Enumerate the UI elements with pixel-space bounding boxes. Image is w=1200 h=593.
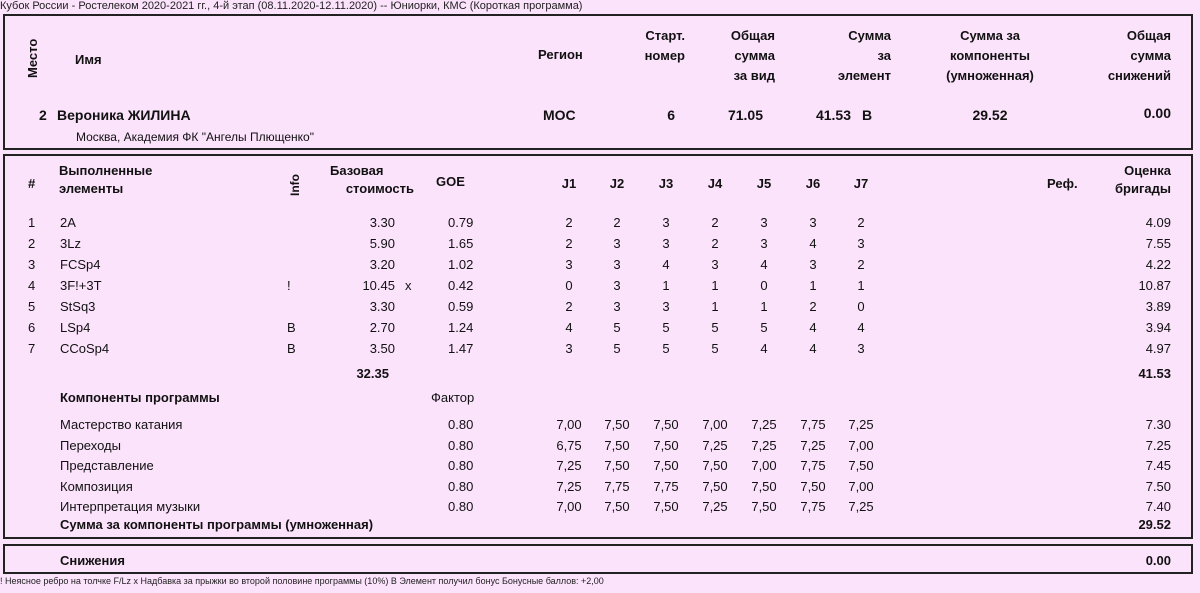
judge-score: 1: [857, 278, 865, 293]
judge-score: 2: [613, 215, 621, 230]
component-name: Переходы: [60, 437, 121, 453]
judge-score: 5: [760, 320, 768, 335]
judge-header: J3: [658, 176, 674, 191]
element-base-value: 3.30: [369, 215, 395, 230]
num-header: #: [28, 176, 36, 191]
factor-header: Фактор: [431, 390, 475, 405]
element-goe: 1.02: [448, 257, 474, 272]
element-x-mark: x: [405, 278, 412, 293]
judge-header: J5: [756, 176, 772, 191]
judge-score: 4: [809, 236, 817, 251]
component-factor: 0.80: [448, 458, 474, 473]
judge-component-score: 7,75: [800, 458, 826, 473]
name-header: Имя: [75, 52, 102, 67]
judge-component-score: 7,50: [702, 458, 728, 473]
judge-score: 2: [565, 236, 573, 251]
judge-score: 1: [711, 278, 719, 293]
judge-score: 2: [565, 215, 573, 230]
judge-score: 3: [565, 257, 573, 272]
element-num: 5: [28, 299, 36, 314]
element-name: 2A: [60, 215, 76, 230]
judge-component-score: 7,50: [604, 437, 630, 453]
judge-component-score: 7,50: [751, 478, 777, 494]
element-name: CCoSp4: [60, 341, 110, 356]
element-score-header: Сумма за элемент: [837, 28, 891, 83]
judge-component-score: 7,25: [702, 499, 728, 514]
judge-score: 4: [760, 341, 768, 356]
judge-component-score: 7,50: [653, 499, 679, 514]
judge-score: 3: [711, 257, 719, 272]
element-info: B: [287, 320, 296, 335]
judge-component-score: 7,00: [751, 458, 777, 473]
element-row: [5, 318, 1197, 338]
judge-score: 5: [662, 341, 670, 356]
deductions-label: Снижения: [60, 553, 125, 568]
skater-summary-box: [3, 14, 1193, 150]
judge-score: 3: [662, 299, 670, 314]
element-num: 6: [28, 320, 36, 335]
judge-component-score: 7,25: [751, 417, 777, 432]
judge-component-score: 7,50: [604, 458, 630, 473]
goe-header: GOE: [436, 174, 465, 189]
start-no-header: Старт. номер: [644, 28, 685, 63]
judge-component-score: 7,75: [604, 478, 630, 494]
element-info: !: [287, 278, 291, 293]
score-details-box: [3, 154, 1193, 539]
judge-header: J7: [853, 176, 869, 191]
judge-score: 0: [565, 278, 573, 293]
element-panel-score: 7.55: [1145, 236, 1171, 251]
component-name: Интерпретация музыки: [60, 499, 201, 514]
judge-header: J4: [707, 176, 723, 191]
element-goe: 1.47: [448, 341, 474, 356]
deductions-box: [3, 544, 1193, 574]
judge-component-score: 7,50: [702, 478, 728, 494]
components-total-value: 29.52: [1138, 517, 1171, 532]
component-score: 7.40: [1145, 499, 1171, 514]
judge-component-score: 7,25: [751, 437, 777, 453]
judge-score: 3: [613, 257, 621, 272]
component-row: [5, 436, 1197, 456]
judge-score: 3: [857, 341, 865, 356]
judge-header: J2: [609, 176, 625, 191]
element-panel-score: 4.22: [1145, 257, 1171, 272]
element-base-value: 3.50: [369, 341, 395, 356]
skater-region: МОС: [543, 107, 576, 123]
judge-score: 0: [857, 299, 865, 314]
total-segment-header: Общая сумма за вид: [730, 28, 775, 83]
skater-club: Москва, Академия ФК "Ангелы Плющенко": [76, 130, 314, 144]
judge-score: 1: [760, 299, 768, 314]
judge-score: 4: [857, 320, 865, 335]
judge-component-score: 7,75: [800, 417, 826, 432]
element-row: [5, 297, 1197, 317]
legend-footnote: ! Неясное ребро на толчке F/Lz x Надбавка за прыжки во второй половине программы (10%) B Элемент получил бонус Бонусные баллов: +2,00: [0, 576, 604, 586]
element-base-value: 3.30: [369, 299, 395, 314]
element-row: [5, 339, 1197, 359]
element-name: 3F!+3T: [60, 278, 102, 293]
judge-score: 3: [565, 341, 573, 356]
judge-component-score: 7,50: [604, 417, 630, 432]
judge-score: 2: [857, 215, 865, 230]
element-name: FCSp4: [60, 257, 101, 272]
judge-score: 5: [711, 320, 719, 335]
judge-component-score: 7,50: [800, 478, 826, 494]
judge-score: 3: [857, 236, 865, 251]
element-num: 3: [28, 257, 36, 272]
judge-header: J6: [805, 176, 821, 191]
judge-component-score: 7,25: [556, 478, 582, 494]
element-info: B: [287, 341, 296, 356]
component-name: Композиция: [60, 478, 133, 494]
judge-score: 0: [760, 278, 768, 293]
element-goe: 0.42: [448, 278, 474, 293]
skater-element-bonus: B: [862, 107, 873, 123]
skater-total-segment: 71.05: [727, 107, 763, 123]
judge-component-score: 7,00: [848, 437, 874, 453]
element-name: 3Lz: [60, 236, 81, 251]
component-factor: 0.80: [448, 437, 474, 453]
judge-score: 3: [662, 236, 670, 251]
component-factor: 0.80: [448, 478, 474, 494]
component-row: [5, 456, 1197, 476]
judge-score: 5: [711, 341, 719, 356]
component-score-header: Сумма за компоненты (умноженная): [946, 28, 1034, 83]
event-title: Кубок России - Ростелеком 2020-2021 гг., 4-й этап (08.11.2020-12.11.2020) -- Юниорки, КМС (Короткая программа): [0, 0, 583, 12]
element-name: StSq3: [60, 299, 96, 314]
judge-component-score: 7,50: [604, 499, 630, 514]
skater-deductions: 0.00: [1143, 105, 1171, 121]
panel-score-header: Оценка бригады: [1115, 163, 1171, 196]
judge-score: 2: [857, 257, 865, 272]
judge-score: 3: [809, 257, 817, 272]
judge-component-score: 7,25: [556, 458, 582, 473]
judge-component-score: 7,25: [702, 437, 728, 453]
deductions-header: Общая сумма снижений: [1107, 28, 1171, 83]
element-goe: 1.24: [448, 320, 474, 335]
element-panel-score: 4.09: [1145, 215, 1171, 230]
judge-score: 1: [809, 278, 817, 293]
components-total-label: Сумма за компоненты программы (умноженная): [60, 517, 374, 532]
ref-header: Реф.: [1047, 176, 1078, 191]
element-goe: 1.65: [448, 236, 474, 251]
judge-score: 4: [565, 320, 573, 335]
element-panel-score: 4.97: [1145, 341, 1171, 356]
judge-score: 4: [809, 320, 817, 335]
judge-score: 1: [711, 299, 719, 314]
element-panel-score: 3.89: [1145, 299, 1171, 314]
component-score: 7.25: [1145, 437, 1171, 453]
component-factor: 0.80: [448, 417, 474, 432]
elements-header: Выполненные элементы: [59, 163, 153, 196]
judge-component-score: 7,50: [751, 499, 777, 514]
base-value-header: Базовая стоимость: [330, 163, 414, 196]
judge-score: 2: [809, 299, 817, 314]
element-goe: 0.79: [448, 215, 474, 230]
judge-score: 4: [809, 341, 817, 356]
component-row: [5, 415, 1197, 435]
component-score: 7.50: [1145, 478, 1171, 494]
skater-place: 2: [39, 107, 47, 123]
element-name: LSp4: [60, 320, 91, 335]
element-row: [5, 213, 1197, 233]
judge-score: 3: [613, 278, 621, 293]
judge-component-score: 7,25: [848, 499, 874, 514]
judge-score: 2: [565, 299, 573, 314]
judge-component-score: 7,50: [653, 417, 679, 432]
component-factor: 0.80: [448, 499, 474, 514]
judge-component-score: 7,00: [556, 417, 582, 432]
components-title: Компоненты программы: [60, 390, 220, 405]
component-name: Мастерство катания: [60, 417, 183, 432]
judge-score: 4: [662, 257, 670, 272]
element-num: 4: [28, 278, 36, 293]
judge-score: 5: [613, 341, 621, 356]
judge-component-score: 7,50: [653, 458, 679, 473]
judge-component-score: 7,75: [653, 478, 679, 494]
skater-element-score: 41.53: [815, 107, 851, 123]
judge-score: 3: [760, 215, 768, 230]
component-score: 7.45: [1145, 458, 1171, 473]
element-row: [5, 255, 1197, 275]
component-score: 7.30: [1145, 417, 1171, 432]
judge-header: J1: [561, 176, 577, 191]
info-header: Info: [288, 174, 302, 196]
skater-name: Вероника ЖИЛИНА: [57, 107, 191, 123]
element-num: 1: [28, 215, 36, 230]
judge-score: 1: [662, 278, 670, 293]
judge-score: 5: [613, 320, 621, 335]
judge-score: 3: [809, 215, 817, 230]
judge-score: 3: [613, 236, 621, 251]
element-panel-score: 10.87: [1138, 278, 1171, 293]
elements-total-score: 41.53: [1138, 366, 1171, 381]
component-row: [5, 497, 1197, 517]
judge-component-score: 7,75: [800, 499, 826, 514]
element-row: [5, 234, 1197, 254]
place-header: Место: [25, 38, 40, 78]
skater-component-score: 29.52: [972, 107, 1008, 123]
component-row: [5, 477, 1197, 497]
judge-component-score: 7,00: [702, 417, 728, 432]
component-name: Представление: [60, 458, 154, 473]
element-num: 2: [28, 236, 36, 251]
judge-component-score: 7,25: [848, 417, 874, 432]
element-base-value: 5.90: [369, 236, 395, 251]
judge-component-score: 6,75: [556, 437, 582, 453]
element-base-value: 3.20: [369, 257, 395, 272]
elements-total-base: 32.35: [356, 366, 389, 381]
element-panel-score: 3.94: [1145, 320, 1171, 335]
deductions-value: 0.00: [1145, 553, 1171, 568]
judge-score: 3: [760, 236, 768, 251]
element-base-value: 2.70: [369, 320, 395, 335]
judge-component-score: 7,00: [556, 499, 582, 514]
element-goe: 0.59: [448, 299, 474, 314]
judge-score: 2: [711, 215, 719, 230]
element-row: [5, 276, 1197, 296]
judge-score: 5: [662, 320, 670, 335]
judge-score: 3: [613, 299, 621, 314]
judge-score: 3: [662, 215, 670, 230]
judge-component-score: 7,00: [848, 478, 874, 494]
judge-component-score: 7,50: [653, 437, 679, 453]
judge-score: 2: [711, 236, 719, 251]
judge-component-score: 7,25: [800, 437, 826, 453]
judge-score: 4: [760, 257, 768, 272]
region-header: Регион: [538, 47, 583, 62]
skater-start-no: 6: [667, 107, 675, 123]
judge-component-score: 7,50: [848, 458, 874, 473]
element-num: 7: [28, 341, 36, 356]
element-base-value: 10.45: [362, 278, 395, 293]
